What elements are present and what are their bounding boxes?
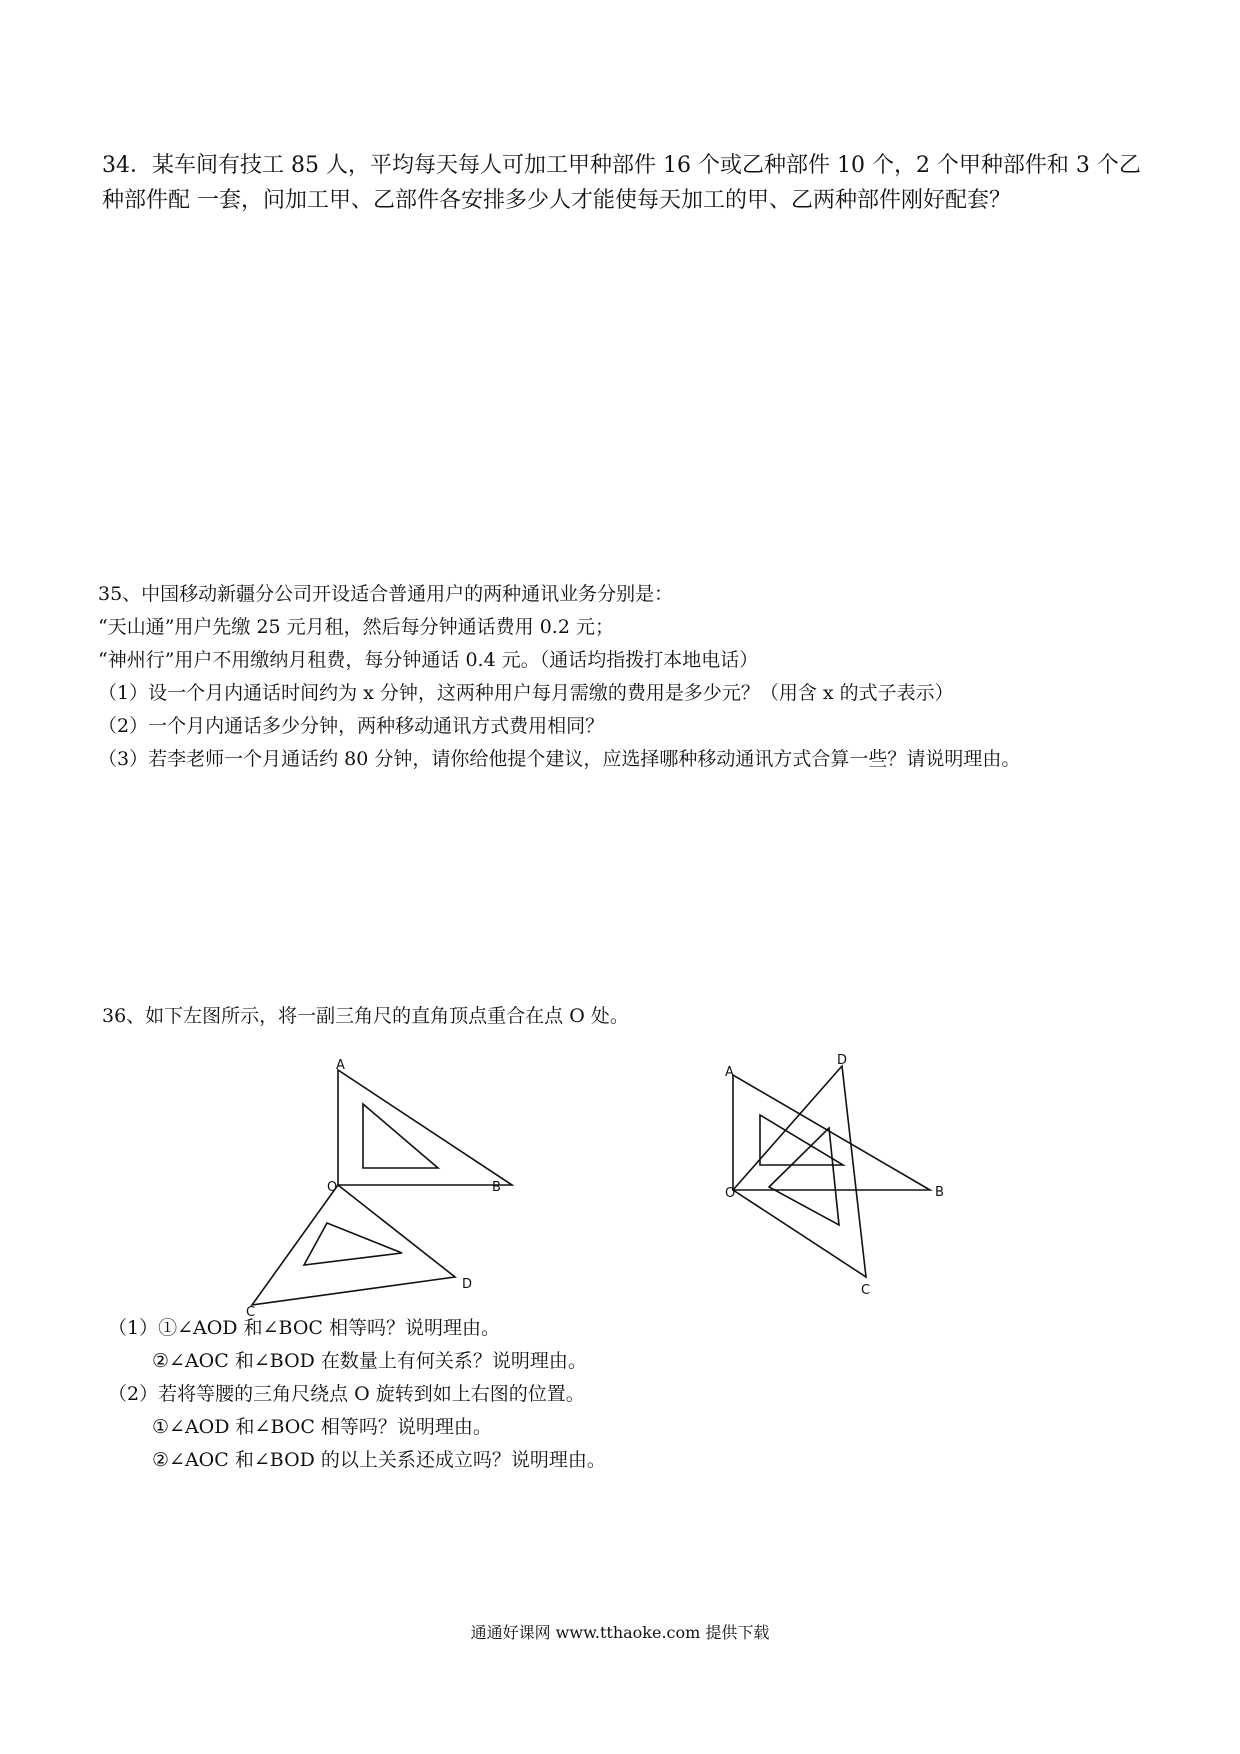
left-label-C: C <box>246 1305 256 1320</box>
question-35-plan-shenzhouxing: “神州行”用户不用缴纳月租费，每分钟通话 0.4 元。（通话均指拨打本地电话） <box>98 649 759 671</box>
left-triangle-figure <box>240 1055 501 1320</box>
right-isosceles-square-outer <box>733 1066 866 1277</box>
question-35 <box>98 578 1158 776</box>
question-35-plan-tianshantong: “天山通”用户先缴 25 元月租，然后每分钟通话费用 0.2 元； <box>98 616 614 638</box>
right-label-A: A <box>725 1065 734 1080</box>
right-triangle-figure <box>725 1050 955 1308</box>
left-30-60-square-inner <box>363 1104 438 1168</box>
question-36-part-1-b: ②∠AOC 和∠BOD 在数量上有何关系？说明理由。 <box>152 1350 587 1372</box>
right-label-C: C <box>861 1283 871 1298</box>
question-35-part-1: （1）设一个月内通话时间约为 x 分钟，这两种用户每月需缴的费用是多少元？（用含 x 的式子表示） <box>98 682 954 704</box>
page-footer: 通通好课网 www.tthaoke.com 提供下载 <box>470 1623 770 1642</box>
left-label-O: O <box>327 1180 338 1195</box>
question-36-part-2-a: ①∠AOD 和∠BOC 相等吗？说明理由。 <box>152 1416 492 1438</box>
question-35-part-2: （2）一个月内通话多少分钟，两种移动通讯方式费用相同？ <box>98 715 605 737</box>
right-label-D: D <box>837 1053 848 1068</box>
question-36-part-2-b: ②∠AOC 和∠BOD 的以上关系还成立吗？说明理由。 <box>152 1449 606 1471</box>
question-35-part-3: （3）若李老师一个月通话约 80 分钟，请你给他提个建议，应选择哪种移动通讯方式合算一些？请说明理由。 <box>98 748 1021 770</box>
right-label-O: O <box>725 1186 736 1201</box>
right-label-B: B <box>935 1185 944 1200</box>
question-36-subquestions <box>108 1312 606 1477</box>
question-35-intro: 35、中国移动新疆分公司开设适合普通用户的两种通讯业务分别是： <box>98 583 674 605</box>
question-36-part-1-a: （1）①∠AOD 和∠BOC 相等吗？说明理由。 <box>108 1317 500 1339</box>
left-label-B: B <box>492 1180 501 1195</box>
question-36-part-2-intro: （2）若将等腰的三角尺绕点 O 旋转到如上右图的位置。 <box>108 1383 585 1405</box>
left-isosceles-square-inner <box>304 1223 402 1265</box>
right-isosceles-square-inner <box>769 1128 839 1225</box>
question-34: 34．某车间有技工 85 人，平均每天每人可加工甲种部件 16 个或乙种部件 10 个，2 个甲种部件和 3 个乙种部件配 一套，问加工甲、乙部件各安排多少人才能使每天加工的甲、乙两种部件刚好配套？ <box>102 153 1141 213</box>
right-30-60-square-outer <box>733 1075 930 1190</box>
left-isosceles-square-outer <box>252 1185 455 1305</box>
left-label-A: A <box>336 1058 345 1073</box>
question-36-intro: 36、如下左图所示，将一副三角尺的直角顶点重合在点 O 处。 <box>102 1005 629 1027</box>
left-label-D: D <box>462 1277 473 1292</box>
